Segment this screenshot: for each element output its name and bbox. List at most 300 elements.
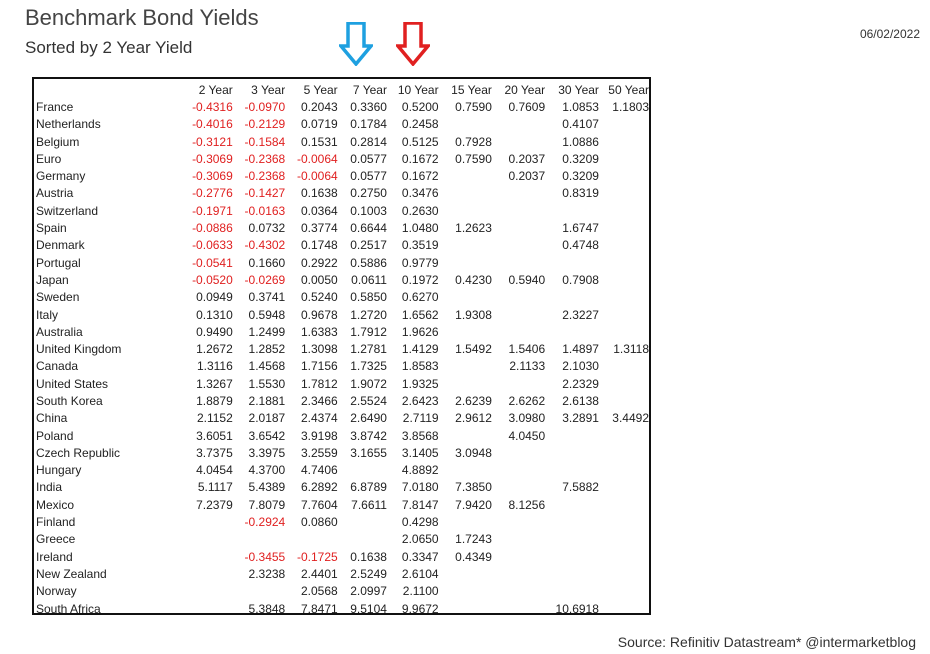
- yield-cell: 1.4897: [562, 342, 599, 357]
- yield-cell: 0.3774: [300, 221, 338, 236]
- yield-cell: 1.3116: [196, 359, 233, 374]
- yield-cell: 2.5249: [350, 566, 387, 581]
- yield-cell: 1.6383: [300, 324, 338, 339]
- yield-cell: 7.8471: [300, 601, 338, 616]
- yield-cell: 0.1748: [300, 238, 338, 253]
- yield-cell: [599, 289, 649, 306]
- country-label: Poland: [36, 428, 74, 443]
- yield-cell: 0.2814: [350, 134, 387, 149]
- yield-cell: -0.1427: [244, 186, 286, 201]
- yield-cell: 1.2781: [350, 342, 387, 357]
- country-label: France: [36, 99, 74, 114]
- yield-cell: 0.1784: [350, 117, 387, 132]
- yield-cell: 10.6918: [555, 601, 599, 616]
- yield-cell: [599, 306, 649, 323]
- yield-cell: [439, 600, 492, 617]
- yield-cell: -0.0064: [296, 169, 338, 184]
- yield-cell: 4.3700: [248, 463, 286, 478]
- yield-cell: [338, 531, 387, 548]
- table-row: [35, 306, 649, 323]
- country-label: Netherlands: [36, 117, 101, 132]
- table-row: [35, 323, 649, 340]
- table-row: [35, 358, 649, 375]
- country-label: Austria: [36, 186, 74, 201]
- yield-table-frame: [32, 77, 651, 615]
- yield-cell: 2.6104: [401, 566, 439, 581]
- yield-cell: [599, 462, 649, 479]
- yield-cell: [492, 133, 545, 150]
- blue-arrow-shape: [341, 23, 371, 64]
- yield-cell: 0.3741: [248, 290, 286, 305]
- yield-cell: [439, 375, 492, 392]
- yield-cell: 0.3209: [562, 151, 599, 166]
- table-row: [35, 133, 649, 150]
- yield-cell: 2.4374: [300, 411, 338, 426]
- yield-cell: [439, 167, 492, 184]
- yield-cell: 0.0732: [248, 221, 286, 236]
- yield-cell: [599, 133, 649, 150]
- yield-cell: [599, 219, 649, 236]
- yield-cell: 0.0860: [300, 515, 338, 530]
- yield-cell: [599, 358, 649, 375]
- chart-title: Benchmark Bond Yields: [25, 5, 259, 30]
- country-label: South Africa: [36, 601, 101, 616]
- yield-cell: 0.5240: [300, 290, 338, 305]
- yield-cell: 0.2043: [300, 99, 338, 114]
- yield-cell: 1.9308: [455, 307, 492, 322]
- yield-cell: 0.9678: [300, 307, 338, 322]
- yield-cell: [233, 583, 285, 600]
- yield-cell: 1.3098: [300, 342, 338, 357]
- yield-cell: [439, 237, 492, 254]
- yield-table: [35, 81, 649, 617]
- yield-cell: -0.2368: [244, 151, 286, 166]
- table-row: [35, 116, 649, 133]
- table-row: [35, 479, 649, 496]
- table-row: [35, 496, 649, 513]
- yield-cell: [599, 323, 649, 340]
- country-label: United States: [36, 376, 109, 391]
- yield-cell: 0.1310: [196, 307, 233, 322]
- table-row: [35, 513, 649, 530]
- yield-cell: 2.0997: [350, 584, 387, 599]
- yield-cell: 3.2559: [300, 445, 338, 460]
- yield-cell: 0.3360: [350, 99, 387, 114]
- yield-cell: 0.2458: [401, 117, 439, 132]
- yield-cell: [492, 375, 545, 392]
- yield-cell: 2.1030: [562, 359, 599, 374]
- yield-cell: 1.8879: [196, 393, 233, 408]
- yield-cell: [545, 444, 599, 461]
- country-label: United Kingdom: [36, 342, 122, 357]
- yield-cell: 2.3227: [562, 307, 599, 322]
- yield-cell: [599, 150, 649, 167]
- yield-cell: 2.1133: [509, 359, 546, 374]
- yield-cell: 1.5530: [248, 376, 286, 391]
- country-label: Denmark: [36, 238, 85, 253]
- column-header: 5 Year: [303, 82, 338, 97]
- yield-cell: 1.3267: [196, 376, 233, 391]
- yield-cell: 0.1638: [300, 186, 338, 201]
- ten-year-down-arrow-icon: [396, 22, 430, 66]
- yield-cell: 1.9626: [401, 324, 439, 339]
- country-label: South Korea: [36, 393, 103, 408]
- yield-cell: 0.0949: [196, 290, 233, 305]
- yield-cell: [545, 289, 599, 306]
- yield-cell: -0.2776: [192, 186, 233, 201]
- yield-cell: [492, 185, 545, 202]
- yield-cell: 0.6270: [401, 290, 439, 305]
- yield-cell: 7.8079: [248, 497, 286, 512]
- yield-cell: [492, 306, 545, 323]
- yield-cell: -0.4016: [192, 117, 233, 132]
- seven-year-down-arrow-icon: [339, 22, 373, 66]
- yield-cell: [545, 427, 599, 444]
- yield-cell: [599, 375, 649, 392]
- country-label: Euro: [36, 151, 62, 166]
- yield-cell: 4.7406: [300, 463, 338, 478]
- yield-cell: 1.7812: [300, 376, 338, 391]
- yield-cell: 0.0577: [350, 169, 387, 184]
- yield-cell: 0.1660: [248, 255, 286, 270]
- yield-cell: 1.6562: [401, 307, 439, 322]
- country-label: Norway: [36, 584, 77, 599]
- country-label: Hungary: [36, 463, 82, 478]
- yield-cell: [492, 462, 545, 479]
- yield-cell: 1.7912: [350, 324, 387, 339]
- yield-cell: [545, 548, 599, 565]
- yield-cell: -0.2368: [244, 169, 286, 184]
- yield-cell: [439, 202, 492, 219]
- yield-cell: 7.3850: [455, 480, 492, 495]
- country-label: Portugal: [36, 255, 81, 270]
- yield-cell: [599, 548, 649, 565]
- yield-cell: 0.7928: [455, 134, 492, 149]
- yield-cell: -0.1584: [244, 134, 286, 149]
- yield-cell: 0.0050: [300, 272, 338, 287]
- yield-cell: [439, 116, 492, 133]
- table-row: [35, 600, 649, 617]
- yield-cell: 0.5948: [248, 307, 286, 322]
- yield-cell: 0.9490: [196, 324, 233, 339]
- yield-cell: 0.0577: [350, 151, 387, 166]
- yield-cell: [439, 289, 492, 306]
- yield-cell: [492, 254, 545, 271]
- yield-cell: [233, 531, 285, 548]
- yield-cell: [599, 185, 649, 202]
- yield-cell: [545, 254, 599, 271]
- yield-cell: 0.2517: [350, 238, 387, 253]
- yield-cell: 0.2037: [508, 169, 546, 184]
- country-label: Greece: [36, 532, 76, 547]
- yield-cell: 0.7590: [455, 99, 492, 114]
- country-label: Ireland: [36, 549, 73, 564]
- yield-cell: [545, 531, 599, 548]
- yield-cell: 1.3118: [613, 342, 649, 357]
- yield-cell: [439, 513, 492, 530]
- yield-cell: [599, 237, 649, 254]
- table-row: [35, 340, 649, 357]
- yield-cell: 9.9672: [401, 601, 439, 616]
- yield-cell: 3.9198: [300, 428, 338, 443]
- column-header: 10 Year: [397, 82, 439, 97]
- yield-cell: 1.2852: [248, 342, 286, 357]
- table-row: [35, 531, 649, 548]
- yield-cell: 0.1972: [401, 272, 439, 287]
- yield-cell: [545, 565, 599, 582]
- yield-cell: 1.9325: [401, 376, 439, 391]
- table-row: [35, 427, 649, 444]
- date-label: 06/02/2022: [859, 27, 920, 41]
- yield-cell: [599, 116, 649, 133]
- country-label: Czech Republic: [36, 445, 121, 460]
- yield-cell: 2.3238: [248, 566, 286, 581]
- table-row: [35, 565, 649, 582]
- yield-cell: 3.1655: [350, 445, 387, 460]
- yield-cell: 5.1117: [197, 480, 233, 495]
- yield-cell: 2.7119: [402, 411, 439, 426]
- yield-cell: 0.5200: [401, 99, 439, 114]
- yield-cell: -0.0633: [192, 238, 233, 253]
- yield-cell: 1.2623: [455, 221, 492, 236]
- yield-cell: 6.8789: [350, 480, 387, 495]
- yield-cell: -0.3069: [192, 151, 233, 166]
- yield-cell: 0.4748: [562, 238, 599, 253]
- yield-cell: -0.1725: [296, 549, 338, 564]
- yield-cell: [439, 462, 492, 479]
- yield-cell: 3.3975: [248, 445, 286, 460]
- yield-cell: 2.6490: [350, 411, 387, 426]
- yield-cell: [492, 583, 545, 600]
- yield-cell: 2.1100: [402, 584, 439, 599]
- yield-cell: 1.1803: [612, 99, 649, 114]
- yield-cell: 2.2329: [562, 376, 599, 391]
- yield-cell: [338, 513, 387, 530]
- yield-cell: 3.0948: [455, 445, 492, 460]
- yield-cell: -0.3069: [192, 169, 233, 184]
- yield-cell: 3.7375: [196, 445, 233, 460]
- yield-cell: [599, 531, 649, 548]
- yield-cell: [599, 427, 649, 444]
- yield-cell: [338, 462, 387, 479]
- yield-cell: 1.4568: [248, 359, 286, 374]
- column-header: 15 Year: [451, 82, 492, 97]
- yield-cell: [599, 392, 649, 409]
- yield-cell: 2.1881: [248, 393, 286, 408]
- table-row: [35, 167, 649, 184]
- yield-cell: 4.0454: [196, 463, 233, 478]
- country-label: Mexico: [36, 497, 75, 512]
- yield-cell: [492, 444, 545, 461]
- yield-cell: 4.8892: [401, 463, 439, 478]
- country-label: Italy: [36, 307, 59, 322]
- table-row: [35, 375, 649, 392]
- yield-cell: 1.2672: [196, 342, 233, 357]
- column-header: 50 Year: [608, 82, 649, 97]
- yield-cell: [492, 116, 545, 133]
- table-row: [35, 289, 649, 306]
- yield-cell: 0.4298: [401, 515, 439, 530]
- table-body: [35, 98, 649, 617]
- yield-cell: [545, 513, 599, 530]
- source-note: Source: Refinitiv Datastream* @intermarketblog: [617, 634, 916, 650]
- yield-cell: -0.0970: [244, 99, 286, 114]
- yield-cell: 0.1638: [350, 549, 387, 564]
- country-label: China: [36, 411, 68, 426]
- country-label: Spain: [36, 221, 67, 236]
- yield-cell: 0.4230: [455, 272, 492, 287]
- yield-cell: 0.1672: [401, 151, 439, 166]
- yield-cell: 3.2891: [562, 411, 599, 426]
- yield-cell: 1.9072: [350, 376, 387, 391]
- yield-cell: 0.4349: [455, 549, 492, 564]
- yield-cell: [492, 323, 545, 340]
- yield-cell: 7.2379: [196, 497, 233, 512]
- column-header: 30 Year: [558, 82, 599, 97]
- yield-cell: [599, 254, 649, 271]
- yield-cell: 1.7243: [455, 532, 492, 547]
- table-row: [35, 462, 649, 479]
- yield-cell: 0.8319: [562, 186, 599, 201]
- yield-cell: 0.2630: [401, 203, 439, 218]
- yield-cell: -0.1971: [192, 203, 233, 218]
- yield-cell: [492, 565, 545, 582]
- country-label: Australia: [36, 324, 83, 339]
- yield-cell: 2.6423: [401, 393, 439, 408]
- table-row: [35, 392, 649, 409]
- yield-cell: [545, 323, 599, 340]
- yield-cell: 2.1152: [196, 411, 233, 426]
- yield-cell: 1.4129: [401, 342, 439, 357]
- yield-cell: 0.5850: [350, 290, 387, 305]
- yield-cell: 2.9612: [455, 411, 492, 426]
- yield-cell: [492, 219, 545, 236]
- country-label: New Zealand: [36, 566, 107, 581]
- yield-cell: 0.0364: [300, 203, 338, 218]
- yield-cell: [545, 583, 599, 600]
- yield-cell: -0.0269: [244, 272, 286, 287]
- yield-cell: 6.2892: [300, 480, 338, 495]
- yield-cell: [285, 531, 337, 548]
- yield-cell: [545, 462, 599, 479]
- yield-cell: [599, 600, 649, 617]
- yield-cell: -0.4316: [192, 99, 233, 114]
- yield-cell: 3.1405: [401, 445, 439, 460]
- yield-cell: [492, 289, 545, 306]
- yield-cell: 0.7908: [562, 272, 599, 287]
- table-row: [35, 548, 649, 565]
- yield-cell: 7.9420: [455, 497, 492, 512]
- yield-cell: 7.0180: [401, 480, 439, 495]
- yield-cell: [147, 600, 232, 617]
- yield-cell: 0.0719: [300, 117, 338, 132]
- yield-cell: 7.7604: [300, 497, 338, 512]
- yield-cell: 4.0450: [508, 428, 546, 443]
- yield-cell: [492, 237, 545, 254]
- yield-cell: -0.4302: [244, 238, 286, 253]
- yield-cell: [439, 583, 492, 600]
- yield-cell: 0.2037: [508, 151, 546, 166]
- yield-cell: [147, 583, 232, 600]
- country-label: Finland: [36, 515, 76, 530]
- yield-cell: 3.8568: [401, 428, 439, 443]
- yield-cell: 0.5125: [401, 134, 439, 149]
- yield-cell: 9.5104: [350, 601, 387, 616]
- yield-cell: 2.3466: [300, 393, 338, 408]
- header-row: [35, 81, 649, 98]
- yield-cell: 1.5406: [508, 342, 546, 357]
- red-arrow-shape: [398, 23, 428, 64]
- yield-cell: [492, 202, 545, 219]
- table-row: [35, 271, 649, 288]
- yield-cell: [599, 479, 649, 496]
- yield-cell: -0.0886: [192, 221, 233, 236]
- table-row: [35, 185, 649, 202]
- yield-cell: [599, 583, 649, 600]
- yield-cell: 0.5940: [508, 272, 546, 287]
- yield-cell: 3.8742: [350, 428, 387, 443]
- yield-cell: [439, 427, 492, 444]
- yield-cell: 0.2922: [300, 255, 338, 270]
- column-header: 7 Year: [352, 82, 387, 97]
- yield-cell: 7.8147: [401, 497, 439, 512]
- column-header: 2 Year: [198, 82, 233, 97]
- yield-cell: 0.3347: [401, 549, 439, 564]
- chart-subtitle: Sorted by 2 Year Yield: [25, 38, 193, 57]
- yield-cell: [492, 479, 545, 496]
- yield-cell: 2.0650: [401, 532, 439, 547]
- yield-cell: 0.1003: [350, 203, 387, 218]
- yield-cell: -0.3455: [244, 549, 286, 564]
- country-column-header: [35, 81, 147, 98]
- yield-cell: [599, 271, 649, 288]
- yield-cell: 5.3848: [248, 601, 286, 616]
- yield-cell: 2.6138: [562, 393, 599, 408]
- country-label: Canada: [36, 359, 79, 374]
- yield-cell: 5.4389: [248, 480, 286, 495]
- yield-cell: 0.7590: [455, 151, 492, 166]
- yield-cell: [545, 496, 599, 513]
- yield-cell: [599, 167, 649, 184]
- country-label: Belgium: [36, 134, 80, 149]
- yield-cell: 7.6611: [351, 497, 387, 512]
- yield-cell: 0.0611: [351, 272, 387, 287]
- yield-cell: 1.6747: [562, 221, 599, 236]
- yield-cell: 1.5492: [455, 342, 492, 357]
- yield-cell: [439, 565, 492, 582]
- yield-cell: [492, 513, 545, 530]
- yield-cell: 2.6239: [455, 393, 492, 408]
- yield-cell: 1.0886: [562, 134, 599, 149]
- yield-cell: 2.6262: [508, 393, 546, 408]
- yield-cell: [492, 548, 545, 565]
- table-row: [35, 254, 649, 271]
- yield-cell: [147, 531, 232, 548]
- table-row: [35, 98, 649, 115]
- yield-cell: [599, 513, 649, 530]
- table-row: [35, 583, 649, 600]
- yield-cell: 1.2720: [350, 307, 387, 322]
- yield-cell: 1.0853: [562, 99, 599, 114]
- table-row: [35, 410, 649, 427]
- yield-cell: [439, 254, 492, 271]
- country-label: Germany: [36, 169, 86, 184]
- country-label: Switzerland: [36, 203, 99, 218]
- yield-cell: 0.4107: [562, 117, 599, 132]
- yield-cell: 8.1256: [508, 497, 546, 512]
- column-header: 20 Year: [504, 82, 546, 97]
- yield-cell: -0.2924: [244, 515, 286, 530]
